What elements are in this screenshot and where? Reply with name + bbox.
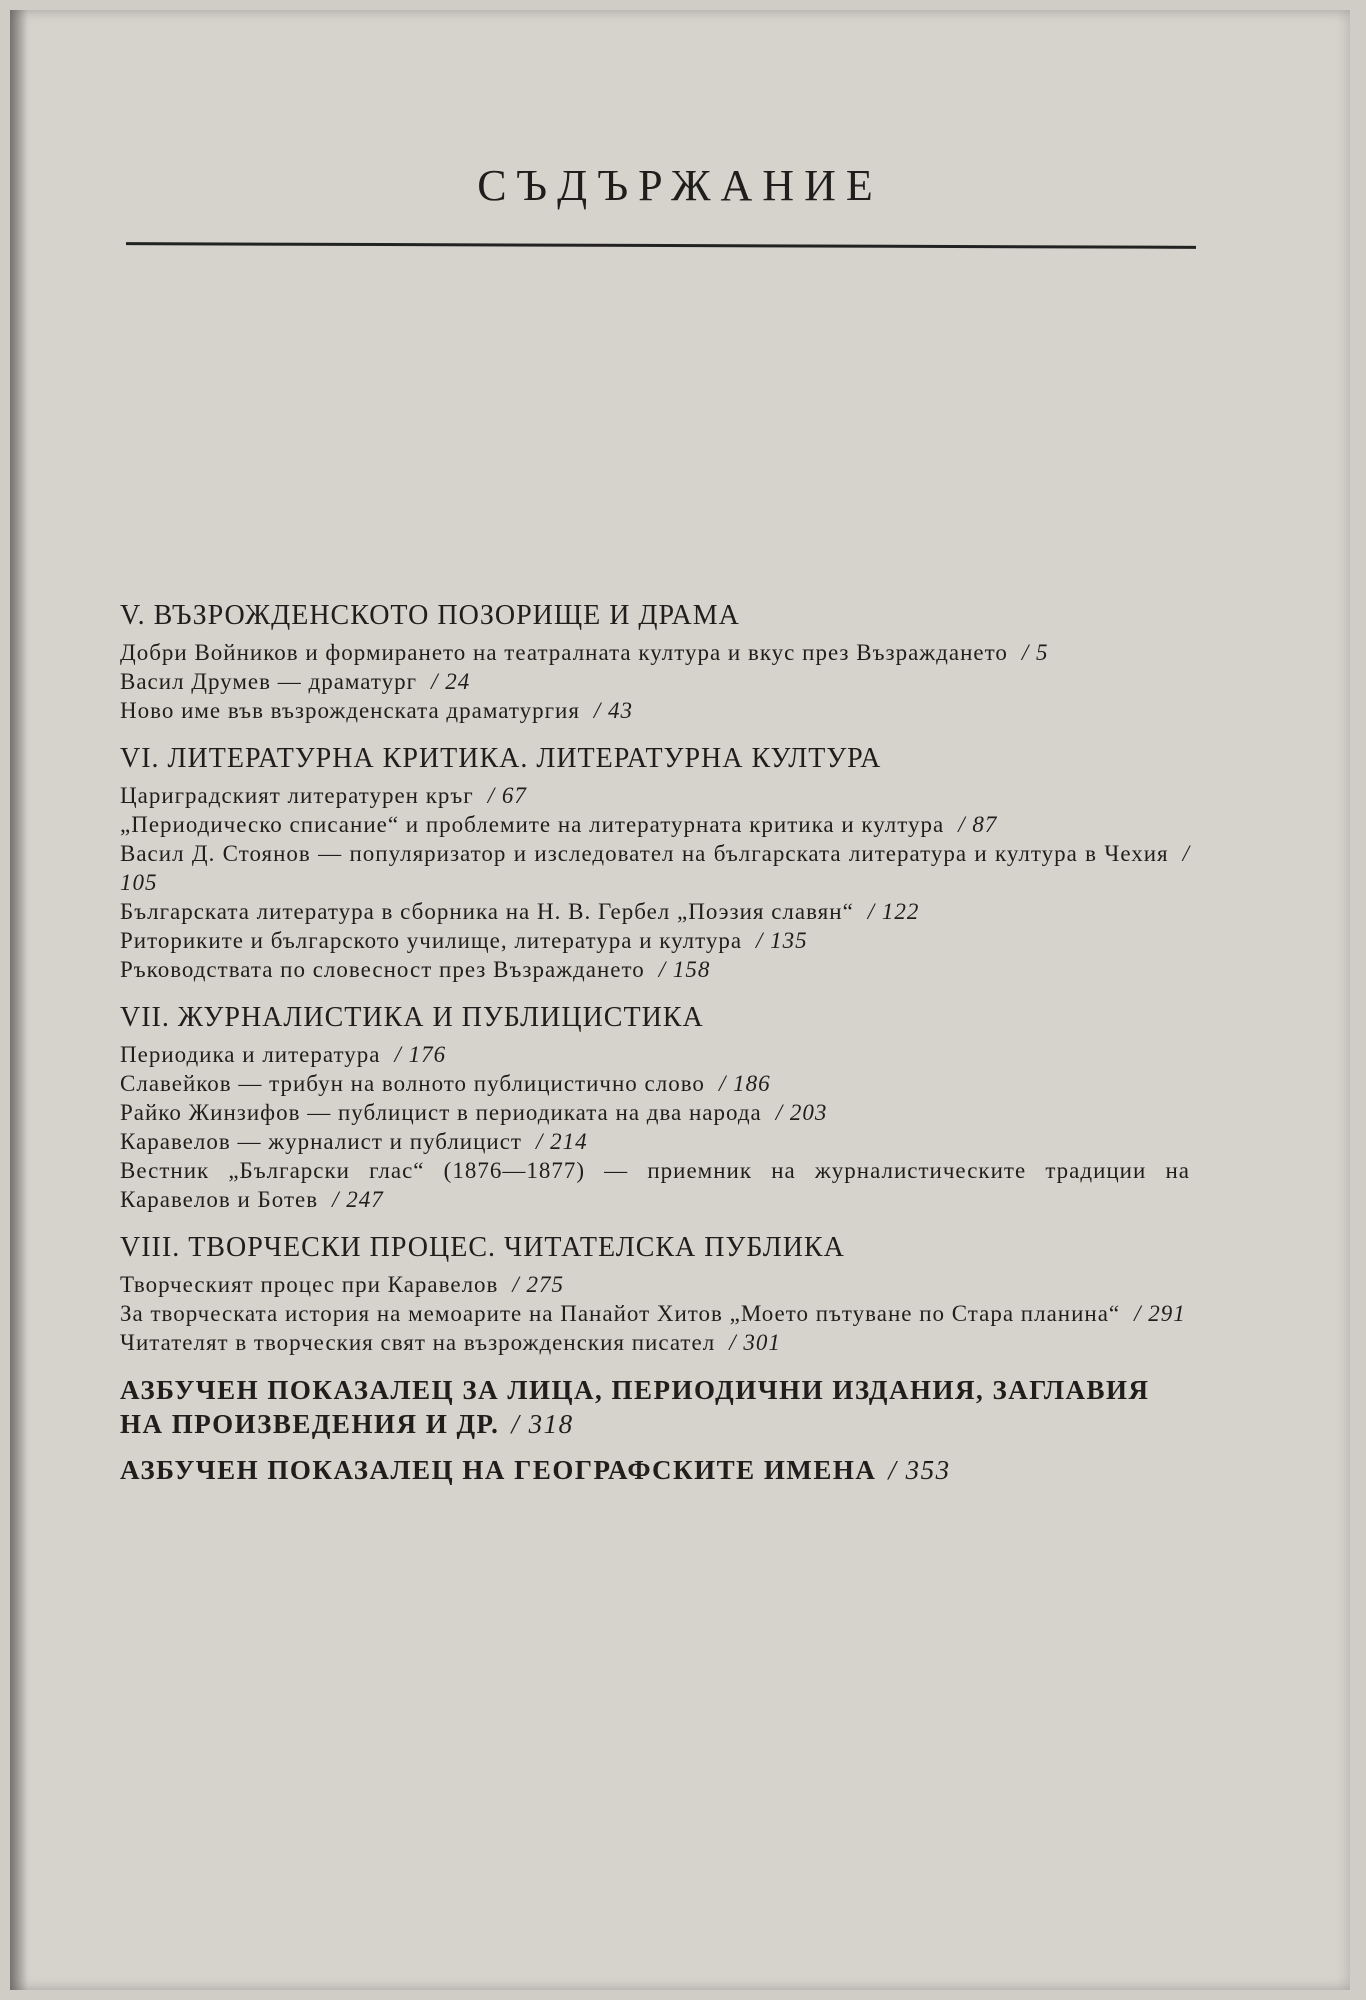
entry-page-number: / 43 <box>593 698 634 723</box>
toc-section-viii <box>120 1230 1190 1357</box>
toc-entry <box>120 955 1190 984</box>
entry-page-number: / 291 <box>1134 1301 1186 1326</box>
entry-page-number: / 247 <box>332 1187 384 1212</box>
toc-entry <box>120 1299 1190 1328</box>
entry-page-number: / 87 <box>958 812 998 837</box>
entry-title: За творческата история на мемоарите на Панайот Хитов „Моето пътуване по Стара планина“ <box>120 1301 1121 1326</box>
entry-page-number: / 105 <box>120 841 1190 895</box>
entry-page-number: / 122 <box>867 899 920 924</box>
entry-page-number: / 135 <box>756 928 808 953</box>
entry-page-number: / 275 <box>512 1272 565 1297</box>
entry-page-number: / 5 <box>1021 640 1049 665</box>
entry-title: Васил Друмев — драматург <box>120 669 418 694</box>
toc-entry <box>120 1040 1190 1069</box>
entry-title: Ръководствата по словесност през Възраждането <box>120 957 645 982</box>
entry-title: Творческият процес при Каравелов <box>120 1272 499 1297</box>
entry-page-number: / 176 <box>394 1042 447 1067</box>
spine-shadow <box>10 10 28 1990</box>
entry-title: Периодика и литература <box>120 1042 381 1067</box>
entry-title: Райко Жинзифов — публицист в периодиката на два народа <box>120 1100 762 1125</box>
entry-page-number: / 158 <box>658 957 711 982</box>
entry-page-number: / 203 <box>775 1100 828 1125</box>
section-title: VII. ЖУРНАЛИСТИКА И ПУБЛИЦИСТИКА <box>120 1002 704 1033</box>
toc-section-vii <box>120 1000 1190 1214</box>
toc-entry <box>120 1270 1190 1299</box>
toc-entry <box>120 1069 1190 1098</box>
entry-title: Васил Д. Стоянов — популяризатор и изследовател на българската литература и култура в Чехия <box>120 841 1169 866</box>
title-underline <box>126 242 1196 249</box>
section-title: VIII. ТВОРЧЕСКИ ПРОЦЕС. ЧИТАТЕЛСКА ПУБЛИКА <box>120 1232 845 1263</box>
entry-page-number: / 301 <box>729 1330 781 1355</box>
page-title: СЪДЪРЖАНИЕ <box>477 161 883 210</box>
toc-entry <box>120 1156 1190 1214</box>
section-title: V. ВЪЗРОЖДЕНСКОТО ПОЗОРИЩЕ И ДРАМА <box>120 600 740 631</box>
section-title: VI. ЛИТЕРАТУРНА КРИТИКА. ЛИТЕРАТУРНА КУЛТУРА <box>120 743 882 774</box>
entry-page-number: / 214 <box>536 1129 588 1154</box>
entry-title: Славейков — трибун на волното публицистично слово <box>120 1071 705 1096</box>
book-page <box>10 10 1350 1990</box>
toc-entry <box>120 696 1190 725</box>
toc-entry <box>120 839 1190 897</box>
table-of-contents <box>120 598 1190 1499</box>
entry-page-number: / 67 <box>487 783 527 808</box>
toc-entry <box>120 667 1190 696</box>
toc-entry <box>120 926 1190 955</box>
entry-title: Каравелов — журналист и публицист <box>120 1129 522 1154</box>
toc-entry <box>120 1127 1190 1156</box>
entry-title: Риториките и българското училище, литература и култура <box>120 928 743 953</box>
toc-entry <box>120 897 1190 926</box>
entry-title: Читателят в творческия свят на възрожденския писател <box>120 1330 716 1355</box>
toc-entry <box>120 781 1190 810</box>
index-page-number: / 318 <box>511 1409 574 1439</box>
toc-section-v <box>120 598 1190 725</box>
entry-title: „Периодическо списание“ и проблемите на литературната критика и култура <box>120 812 945 837</box>
toc-entry <box>120 1098 1190 1127</box>
toc-entry <box>120 1328 1190 1357</box>
index-page-number: / 353 <box>888 1455 951 1485</box>
index-of-persons <box>120 1373 1190 1441</box>
index-title: АЗБУЧЕН ПОКАЗАЛЕЦ ЗА ЛИЦА, ПЕРИОДИЧНИ ИЗДАНИЯ, ЗАГЛАВИЯ НА ПРОИЗВЕДЕНИЯ И ДР. <box>120 1375 1150 1439</box>
toc-entry <box>120 810 1190 839</box>
entry-title: Ново име във възрожденската драматургия <box>120 698 580 723</box>
entry-title: Добри Войников и формирането на театралната култура и вкус през Възраждането <box>120 640 1008 665</box>
index-of-geographic-names <box>120 1453 1190 1487</box>
toc-entry <box>120 638 1190 667</box>
entry-page-number: / 186 <box>718 1071 771 1096</box>
entry-title: Цариградският литературен кръг <box>120 783 474 808</box>
toc-section-vi <box>120 741 1190 984</box>
entry-page-number: / 24 <box>431 669 471 694</box>
index-title: АЗБУЧЕН ПОКАЗАЛЕЦ НА ГЕОГРАФСКИТЕ ИМЕНА <box>120 1455 877 1485</box>
entry-title: Вестник „Български глас“ (1876—1877) — приемник на журналистическите традиции на Каравелов и Ботев <box>120 1158 1190 1212</box>
entry-title: Българската литература в сборника на Н. В. Гербел „Поэзия славян“ <box>120 899 854 924</box>
